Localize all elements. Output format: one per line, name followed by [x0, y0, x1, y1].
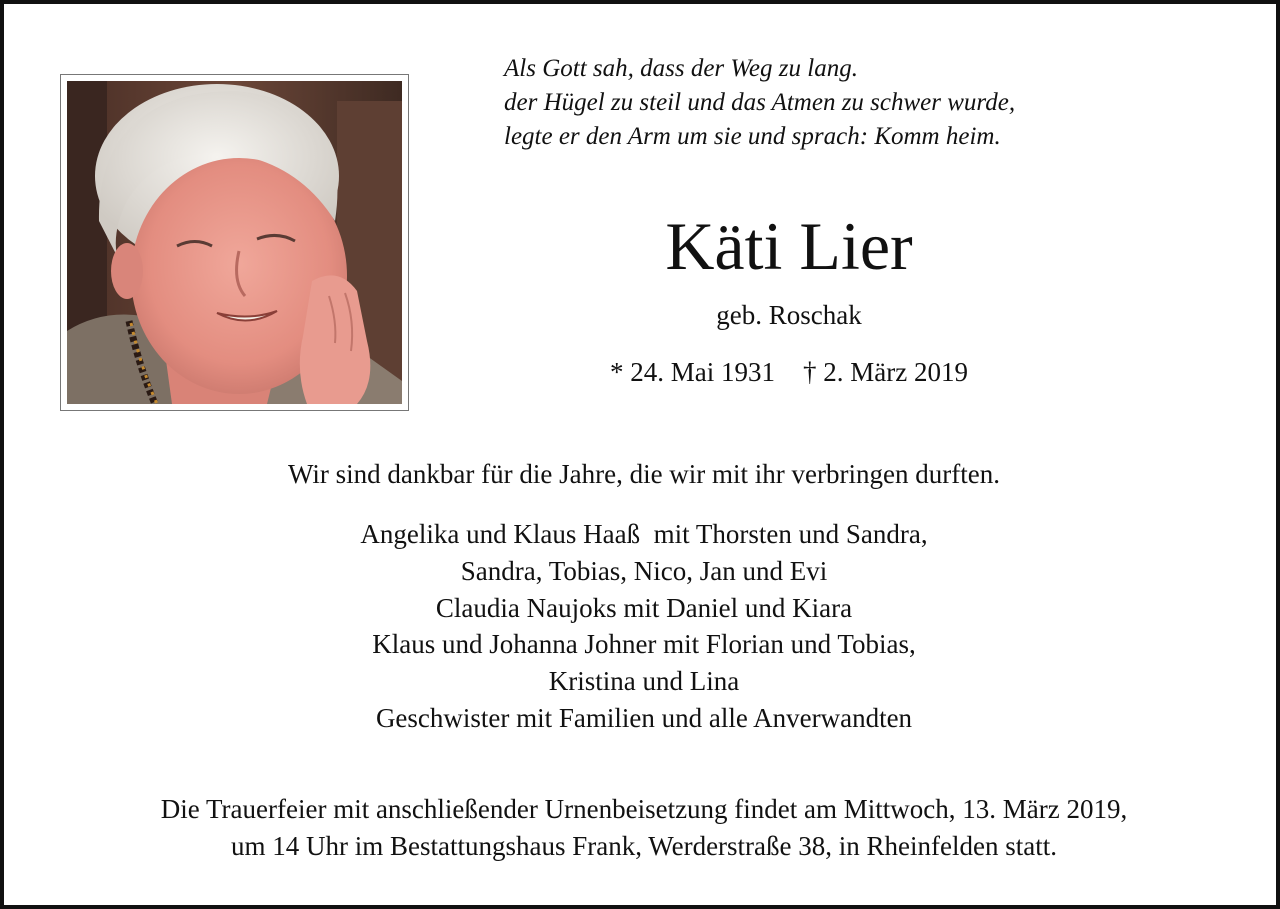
- portrait-photo-icon: [67, 81, 402, 404]
- ceremony-line: um 14 Uhr im Bestattungshaus Frank, Werderstraße 38, in Rheinfelden statt.: [231, 831, 1057, 861]
- thanks-line: Wir sind dankbar für die Jahre, die wir mit ihr verbringen durften.: [288, 459, 1000, 489]
- portrait-frame: [60, 74, 409, 411]
- poem-line: der Hügel zu steil und das Atmen zu schwer wurde,: [504, 89, 1016, 116]
- deceased-name: Käti Lier: [665, 208, 913, 284]
- poem: [504, 52, 1015, 154]
- mourner-line: Claudia Naujoks mit Daniel und Kiara: [435, 592, 853, 623]
- mourner-line: Sandra, Tobias, Nico, Jan und Evi: [460, 555, 828, 586]
- ceremony-info: [4, 791, 1280, 865]
- mourner-line: Klaus und Johanna Johner mit Florian und Tobias,: [372, 629, 916, 660]
- death-date: † 2. März 2019: [803, 357, 968, 387]
- poem-line: Als Gott sah, dass der Weg zu lang.: [504, 55, 858, 82]
- mourner-line: Angelika und Klaus Haaß mit Thorsten und Sandra,: [360, 519, 928, 549]
- mourners-list: [4, 516, 1280, 737]
- ceremony-line: Die Trauerfeier mit anschließender Urnenbeisetzung findet am Mittwoch, 13. März 2019,: [160, 794, 1128, 824]
- mourner-line: Geschwister mit Familien und alle Anverwandten: [375, 702, 913, 733]
- life-dates: [464, 354, 1114, 390]
- poem-line: legte er den Arm um sie und sprach: Komm heim.: [504, 123, 1001, 150]
- maiden-name: geb. Roschak: [716, 300, 862, 330]
- birth-date: * 24. Mai 1931: [610, 357, 776, 387]
- mourner-line: Kristina und Lina: [548, 666, 740, 697]
